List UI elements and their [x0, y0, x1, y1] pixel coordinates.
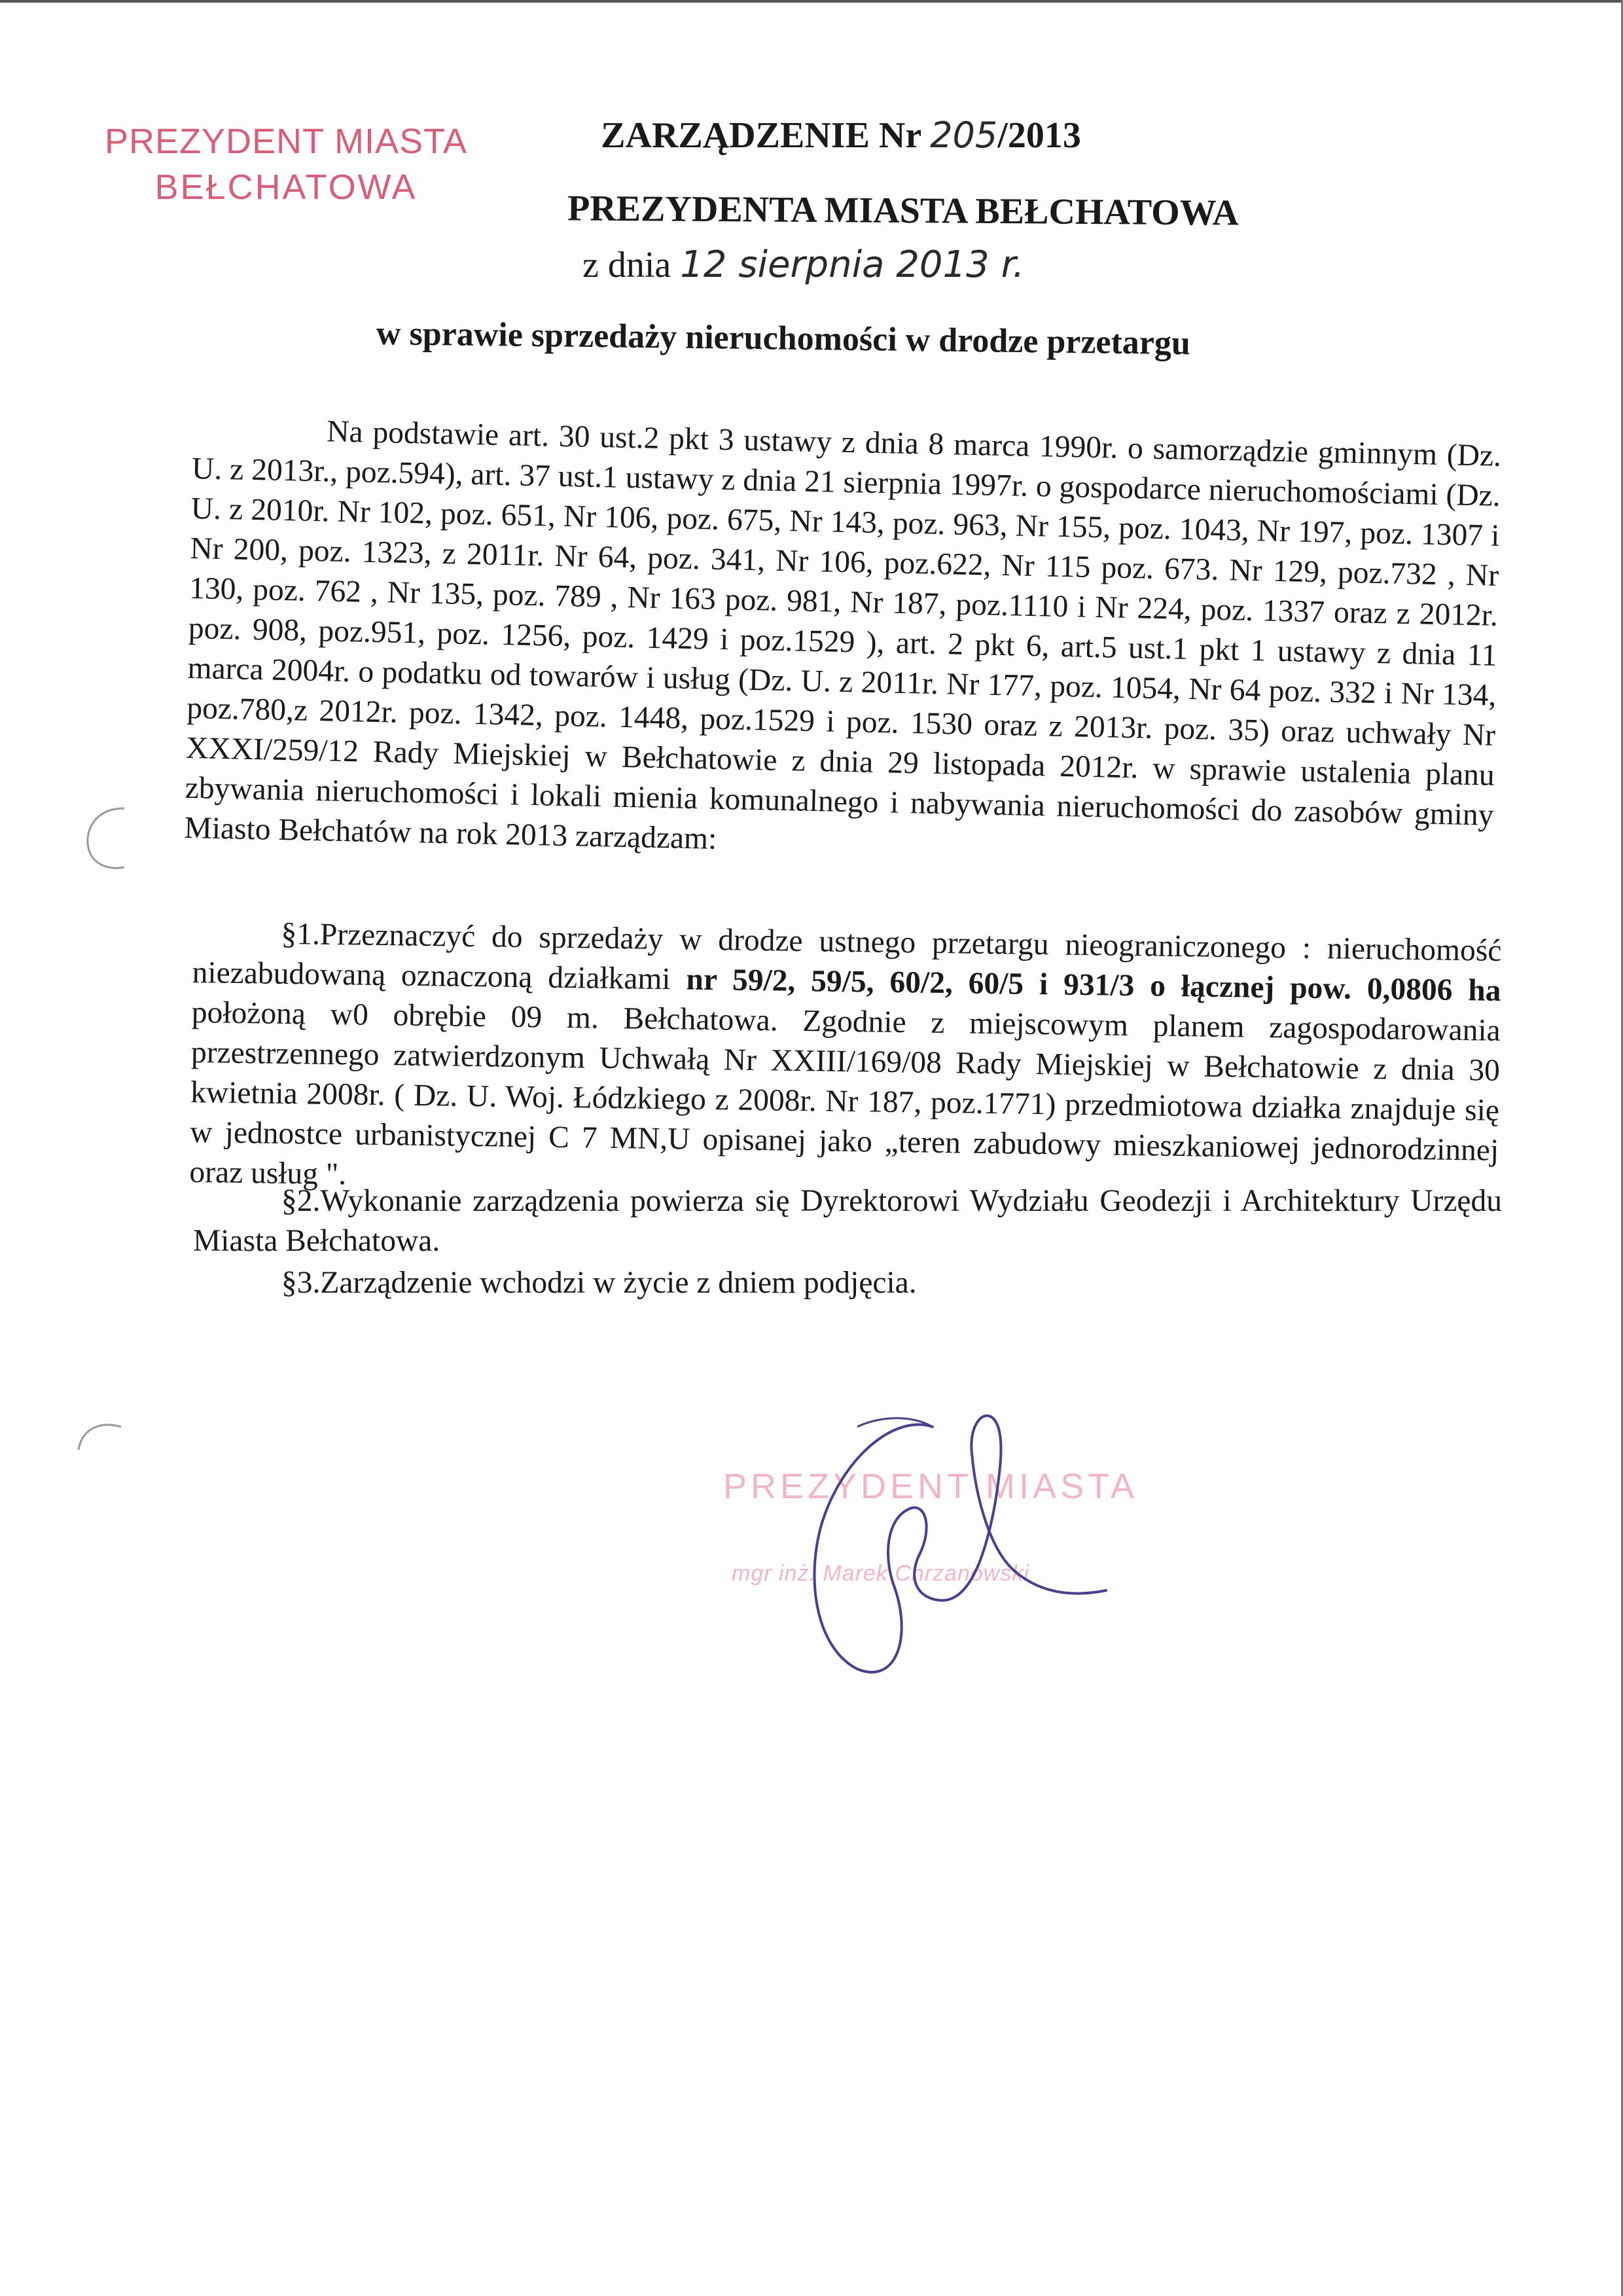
punch-hole-mark — [79, 802, 131, 874]
signature-stamp-name: mgr inż. Marek Chrzanowski — [732, 1561, 1029, 1586]
section-1-text-b: położoną w0 obrębie 09 m. Bełchatowa. Zgodnie z miejscowym planem zagospodarowania przestrzennego zatwierdzonym Uchwałą Nr XXIII/169/08 Rady Miejskiej w Bełchatowie z dnia 30 kwietnia 2008r. ( Dz. U. Woj. Łódzkiego z 2008r. Nr 187, poz.1771) przedmiotowa działka znajduje się w jednostce urbanistycznej C 7 MN,U opisanej jako „teren zabudowy mieszkaniowej jednorodzinnej oraz usług ". — [189, 995, 1501, 1192]
section-2 — [193, 1181, 1502, 1261]
stamp-line-2: BEŁCHATOWA — [154, 168, 418, 207]
title-number-handwritten: 205 — [930, 115, 998, 156]
section-3 — [193, 1263, 1502, 1303]
section-3-text: Zarządzenie wchodzi w życie z dniem podjęcia. — [320, 1266, 917, 1300]
date-prefix: z dnia — [582, 245, 681, 285]
section-1-text-a: Przeznaczyć do sprzedaży w drodze ustnego przetargu nieograniczonego : nieruchomość niezabudowaną oznaczoną działkami — [192, 917, 1502, 997]
section-2-text: Wykonanie zarządzenia powierza się Dyrektorowi Wydziału Geodezji i Architektury Urzędu Miasta Bełchatowa. — [193, 1184, 1502, 1258]
signature-stamp-title: PREZYDENT MIASTA — [723, 1467, 1139, 1506]
section-1-parcels: nr 59/2, 59/5, 60/2, 60/5 i 931/3 o łącznej pow. 0,0806 ha — [686, 962, 1501, 1008]
section-3-label: §3. — [281, 1266, 321, 1300]
date-handwritten: 12 sierpnia 2013 r. — [680, 243, 1025, 286]
document-title — [29, 115, 1623, 156]
stamp-line-1: PREZYDENT MIASTA — [105, 122, 468, 161]
section-2-label: §2. — [281, 1184, 321, 1218]
title-prefix: ZARZĄDZENIE Nr — [601, 115, 931, 156]
section-1-label: §1. — [281, 916, 321, 952]
preamble-paragraph: Na podstawie art. 30 ust.2 pkt 3 ustawy z dnia 8 marca 1990r. o samorządzie gminnym (Dz. U. z 2013r., poz.594), art. 37 ust.1 ustawy z dnia 21 sierpnia 1997r. o gospodarce nieruchomościami (Dz. U. z 2010r. Nr 102, poz. 651, Nr 106, poz. 675, Nr 143, poz. 963, Nr 155, poz. 1043, Nr 197, poz. 1307 i Nr 200, poz. 1323, z 2011r. Nr 64, poz. 341, Nr 106, poz.622, Nr 115 poz. 673. Nr 129, poz.732 , Nr 130, poz. 762 , Nr 135, poz. 789 , Nr 163 poz. 981, Nr 187, poz.1110 i Nr 224, poz. 1337 oraz z 2012r. poz. 908, poz.951, poz. 1256, poz. 1429 i poz.1529 ), art. 2 pkt 6, art.5 ust.1 pkt 1 ustawy z dnia 11 marca 2004r. o podatku od towarów i usług (Dz. U. z 2011r. Nr 177, poz. 1054, Nr 64 poz. 332 i Nr 134, poz.780,z 2012r. poz. 1342, poz. 1448, poz.1529 i poz. 1530 oraz z 2013r. poz. 35) oraz uchwały Nr XXXI/259/12 Rady Miejskiej w Bełchatowie z dnia 29 listopada 2012r. w sprawie ustalenia planu zbywania nieruchomości i lokali mienia komunalnego i nabywania nieruchomości do zasobów gminy Miasto Bełchatów na rok 2013 zarządzam: — [184, 414, 1502, 856]
punch-hole-mark — [75, 1417, 128, 1456]
document-date — [582, 243, 1024, 286]
document-subtitle: PREZYDENTA MIASTA BEŁCHATOWA — [567, 188, 1240, 234]
handwritten-signature — [779, 1388, 1119, 1715]
page-edge — [0, 0, 1623, 3]
section-1 — [189, 913, 1502, 1211]
title-suffix: /2013 — [997, 115, 1081, 156]
document-subject: w sprawie sprzedaży nieruchomości w drodze przetargu — [376, 315, 1191, 363]
